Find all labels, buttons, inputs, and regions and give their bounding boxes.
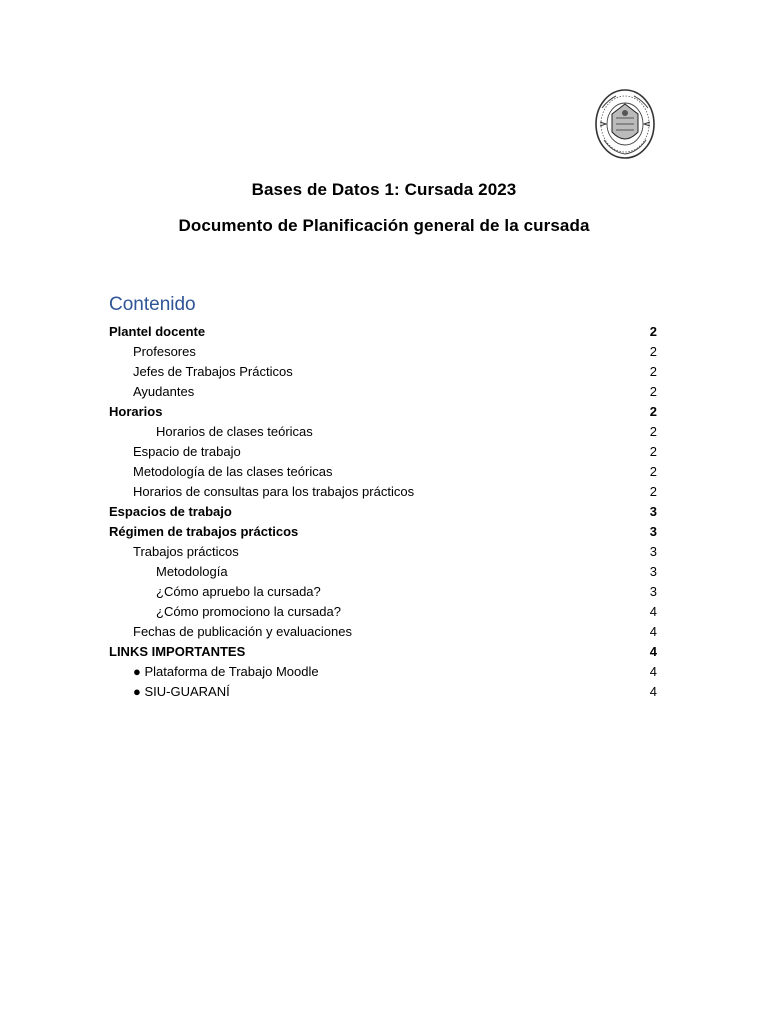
toc-entry[interactable]: [109, 502, 657, 522]
toc-entry[interactable]: [109, 582, 657, 602]
toc-entry-label: Régimen de trabajos prácticos: [109, 524, 299, 539]
toc-entry-page-number: 4: [649, 644, 657, 659]
toc-entry-page-number: 3: [649, 564, 657, 579]
toc-entry-page-number: 4: [649, 604, 657, 619]
toc-entry-page-number: 3: [649, 584, 657, 599]
toc-entry[interactable]: [109, 362, 657, 382]
toc-entry-label: Ayudantes: [133, 384, 195, 399]
toc-entry-label: ● Plataforma de Trabajo Moodle: [133, 664, 319, 679]
toc-entry[interactable]: [109, 322, 657, 342]
toc-entry[interactable]: [109, 642, 657, 662]
toc-entry[interactable]: [109, 342, 657, 362]
toc-entry-label: Profesores: [133, 344, 196, 359]
toc-entry-page-number: 4: [649, 684, 657, 699]
toc-entry-page-number: 2: [649, 444, 657, 459]
toc-entry-page-number: 2: [649, 464, 657, 479]
toc-entry-label: Espacio de trabajo: [133, 444, 241, 459]
document-subtitle: Documento de Planificación general de la cursada: [178, 216, 590, 235]
toc-entry-label: Plantel docente: [109, 324, 206, 339]
toc-entry-label: ● SIU-GUARANÍ: [133, 684, 230, 699]
document-title: Bases de Datos 1: Cursada 2023: [251, 180, 517, 199]
toc-entry-page-number: 2: [649, 344, 657, 359]
toc-entry-page-number: 4: [649, 624, 657, 639]
toc-entry-label: Fechas de publicación y evaluaciones: [133, 624, 352, 639]
toc-entry[interactable]: [109, 562, 657, 582]
toc-entry-label: Trabajos prácticos: [133, 544, 239, 559]
toc-entry-label: Metodología de las clases teóricas: [133, 464, 333, 479]
toc-entry[interactable]: [109, 382, 657, 402]
toc-entry-label: Horarios de consultas para los trabajos prácticos: [133, 484, 415, 499]
toc-entry[interactable]: [109, 462, 657, 482]
toc-entry-label: LINKS IMPORTANTES: [109, 644, 246, 659]
toc-entry-label: Metodología: [156, 564, 228, 579]
toc-entry[interactable]: [109, 682, 657, 702]
toc-entry-page-number: 3: [649, 504, 657, 519]
toc-entry-label: Jefes de Trabajos Prácticos: [133, 364, 293, 379]
toc-entry-label: Horarios: [109, 404, 163, 419]
toc-entry-page-number: 3: [649, 524, 657, 539]
toc-entry-label: ¿Cómo apruebo la cursada?: [156, 584, 321, 599]
toc-entry-page-number: 2: [649, 424, 657, 439]
toc-entry-page-number: 4: [649, 664, 657, 679]
toc-entry-page-number: 2: [649, 484, 657, 499]
toc-entry-label: Horarios de clases teóricas: [156, 424, 313, 439]
toc-heading: Contenido: [109, 294, 196, 315]
toc-entry-page-number: 2: [649, 324, 657, 339]
toc-entry[interactable]: [109, 522, 657, 542]
toc-entry-label: ¿Cómo promociono la cursada?: [156, 604, 341, 619]
toc-entry[interactable]: [109, 602, 657, 622]
toc-entry[interactable]: [109, 622, 657, 642]
table-of-contents: [109, 322, 657, 702]
university-seal-icon: [594, 88, 656, 160]
toc-entry-page-number: 2: [649, 384, 657, 399]
toc-entry-page-number: 2: [649, 364, 657, 379]
toc-entry-label: Espacios de trabajo: [109, 504, 232, 519]
toc-entry[interactable]: [109, 402, 657, 422]
toc-entry-page-number: 3: [649, 544, 657, 559]
toc-entry[interactable]: [109, 482, 657, 502]
toc-entry[interactable]: [109, 422, 657, 442]
toc-entry[interactable]: [109, 442, 657, 462]
toc-entry[interactable]: [109, 542, 657, 562]
toc-entry-page-number: 2: [649, 404, 657, 419]
toc-entry[interactable]: [109, 662, 657, 682]
